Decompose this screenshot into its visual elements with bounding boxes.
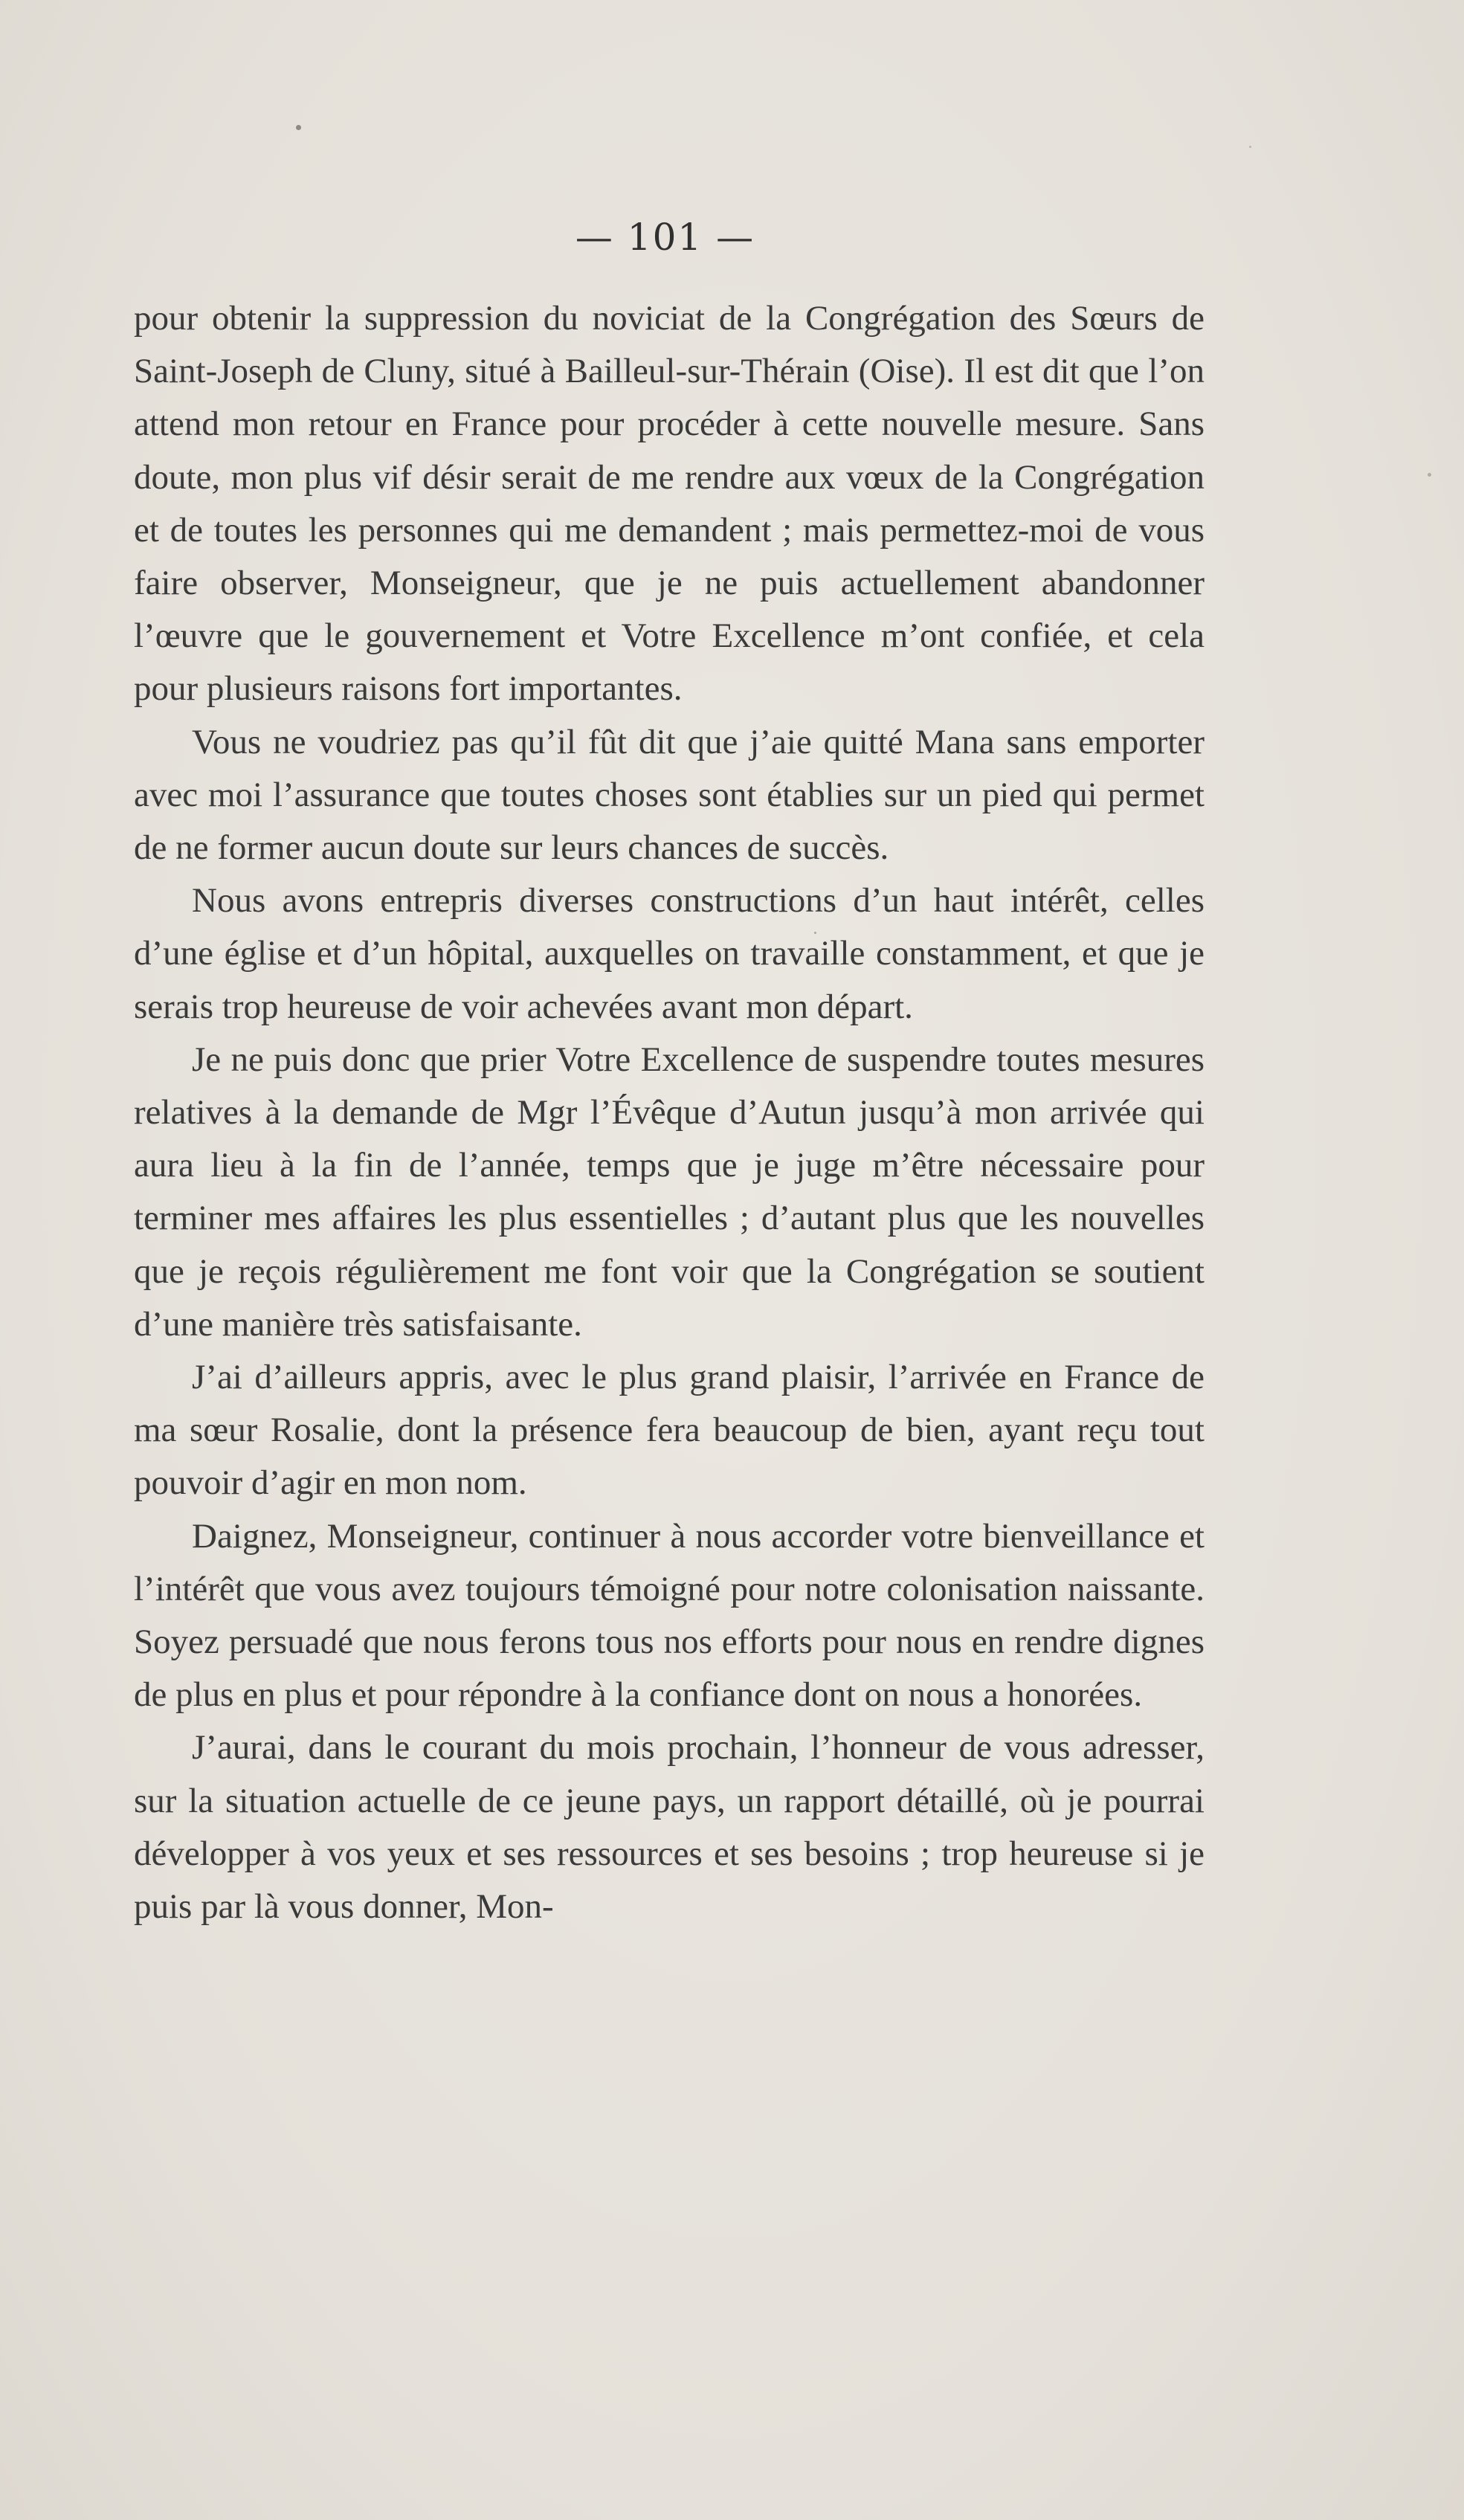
paragraph: Daignez, Monseigneur, continuer à nous accorder votre bienveillance et l’intérêt que vous avez toujours témoigné pour notre colonisation naissante. Soyez persuadé que nous ferons tous nos efforts pour nous en rendre dignes de plus en plus et pour répondre à la confiance dont on nous a honorées. — [134, 1516, 1205, 1715]
paragraph: pour obtenir la suppression du noviciat de la Congrégation des Sœurs de Saint-Joseph de Cluny, situé à Bailleul-sur-Thérain (Oise). Il est dit que l’on attend mon retour en France pour procéder à cette nouvelle mesure. Sans doute, mon plus vif désir serait de me rendre aux vœux de la Congrégation et de toutes les personnes qui me demandent ; mais permettez-moi de vous faire observer, Monseigneur, que je ne puis actuellement abandonner l’œuvre que le gouvernement et Votre Excellence m’ont confiée, et cela pour plusieurs raisons fort importantes. — [134, 299, 1205, 709]
paragraph: J’ai d’ailleurs appris, avec le plus grand plaisir, l’arrivée en France de ma sœur Rosalie, dont la présence fera beaucoup de bien, ayant reçu tout pouvoir d’agir en mon nom. — [134, 1358, 1205, 1503]
paper-speck — [1249, 146, 1251, 148]
paragraph: Vous ne voudriez pas qu’il fût dit que j’aie quitté Mana sans emporter avec moi l’assurance que toutes choses sont établies sur un pied qui permet de ne former aucun doute sur leurs chances de succès. — [134, 722, 1205, 868]
paper-speck — [296, 125, 301, 130]
paragraph: J’aurai, dans le courant du mois prochain, l’honneur de vous adresser, sur la situation actuelle de ce jeune pays, un rapport détaillé, où je pourrai développer à vos yeux et ses ressources et ses besoins ; trop heureuse si je puis par là vous donner, Mon- — [134, 1728, 1205, 1927]
paper-speck — [1428, 473, 1431, 477]
body-text — [134, 292, 1205, 1933]
paragraph: Je ne puis donc que prier Votre Excellence de suspendre toutes mesures relatives à la demande de Mgr l’Évêque d’Autun jusqu’à mon arrivée qui aura lieu à la fin de l’année, temps que je juge m’être nécessaire pour terminer mes affaires les plus essentielles ; d’autant plus que les nouvelles que je reçois régulièrement me font voir que la Congrégation se soutient d’une manière très satisfaisante. — [134, 1040, 1205, 1344]
page-number: — 101 — — [575, 216, 755, 259]
paragraph: Nous avons entrepris diverses constructions d’un haut intérêt, celles d’une église et d’un hôpital, auxquelles on travaille constamment, et que je serais trop heureuse de voir achevées avant mon départ. — [134, 881, 1205, 1026]
